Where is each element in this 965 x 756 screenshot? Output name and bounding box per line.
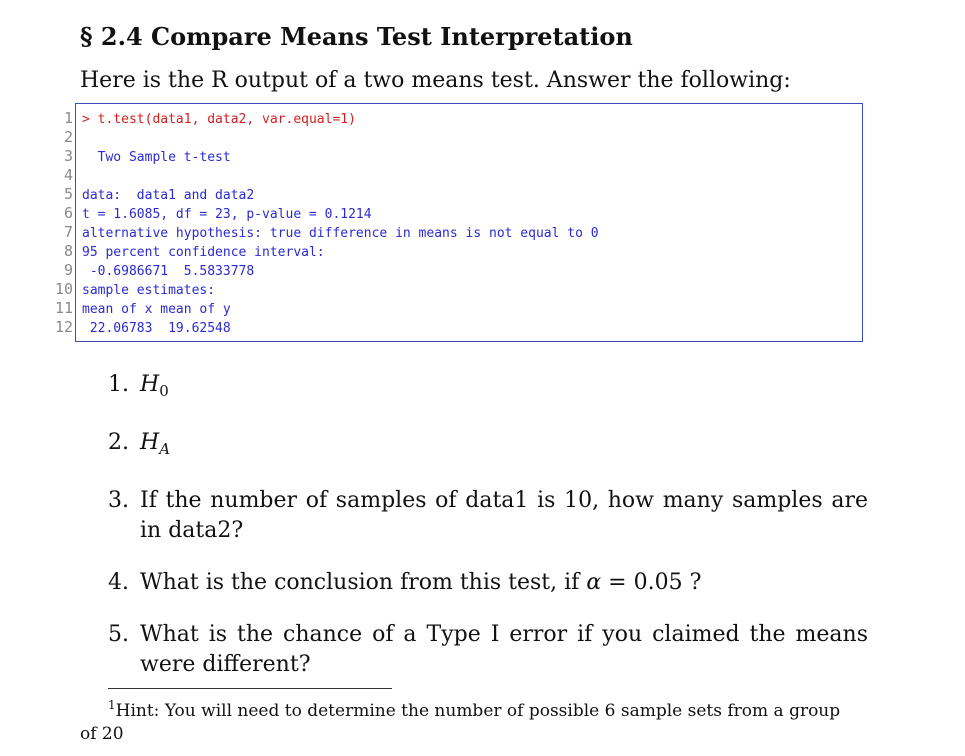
question-text: What is the chance of a Type I error if you claimed the means were different? (140, 622, 868, 677)
question-number: 2. (108, 430, 129, 455)
line-number: 2 (63, 128, 73, 146)
question-number: 1. (108, 372, 129, 397)
question-item (108, 568, 868, 598)
line-number: 7 (63, 223, 73, 241)
question-text: What is the conclusion from this test, if (140, 570, 587, 595)
null-hypothesis-symbol: H (140, 372, 160, 397)
question-item (108, 486, 868, 546)
code-line (82, 129, 862, 148)
line-number: 10 (54, 280, 73, 298)
code-box (75, 103, 863, 342)
alpha-symbol: α (586, 570, 602, 595)
line-number: 8 (63, 242, 73, 260)
line-number: 6 (63, 204, 73, 222)
line-number: 5 (63, 185, 73, 203)
footnote-mark: 1 (108, 698, 116, 712)
line-number: 12 (54, 318, 73, 336)
line-number: 1 (63, 109, 73, 127)
line-number: 4 (63, 166, 73, 184)
question-text-tail: = 0.05 ? (601, 570, 702, 595)
alt-hypothesis-symbol: H (140, 430, 160, 455)
code-line: 22.06783 19.62548 (82, 321, 231, 336)
alt-hypothesis-subscript: A (159, 440, 171, 458)
question-text: If the number of samples of data1 is 10, how many samples are in data2? (140, 488, 868, 543)
line-number: 9 (63, 261, 73, 279)
line-numbers (40, 103, 73, 345)
code-line (82, 167, 862, 186)
code-line: mean of x mean of y (82, 302, 231, 317)
question-list (108, 370, 868, 702)
question-item (108, 620, 868, 680)
question-number: 3. (108, 488, 129, 513)
question-item (108, 370, 868, 406)
question-number: 4. (108, 570, 129, 595)
code-line: Two Sample t-test (82, 150, 231, 165)
null-hypothesis-subscript: 0 (159, 382, 169, 400)
question-item (108, 428, 868, 464)
code-line-command: > t.test(data1, data2, var.equal=1) (82, 112, 356, 127)
line-number: 3 (63, 147, 73, 165)
question-number: 5. (108, 622, 129, 647)
code-line: -0.6986671 5.5833778 (82, 264, 255, 279)
code-line: t = 1.6085, df = 23, p-value = 0.1214 (82, 207, 372, 222)
footnote (80, 694, 860, 746)
code-line: alternative hypothesis: true difference in means is not equal to 0 (82, 226, 599, 241)
intro-text: Here is the R output of a two means test. Answer the following: (80, 68, 791, 93)
line-number: 11 (54, 299, 73, 317)
footnote-rule (108, 688, 392, 689)
footnote-text: Hint: You will need to determine the number of possible 6 sample sets from a group of 20 (80, 701, 841, 744)
code-listing (40, 103, 866, 345)
code-line: data: data1 and data2 (82, 188, 255, 203)
code-line: 95 percent confidence interval: (82, 245, 325, 260)
code-line: sample estimates: (82, 283, 216, 298)
section-title: § 2.4 Compare Means Test Interpretation (80, 22, 633, 51)
